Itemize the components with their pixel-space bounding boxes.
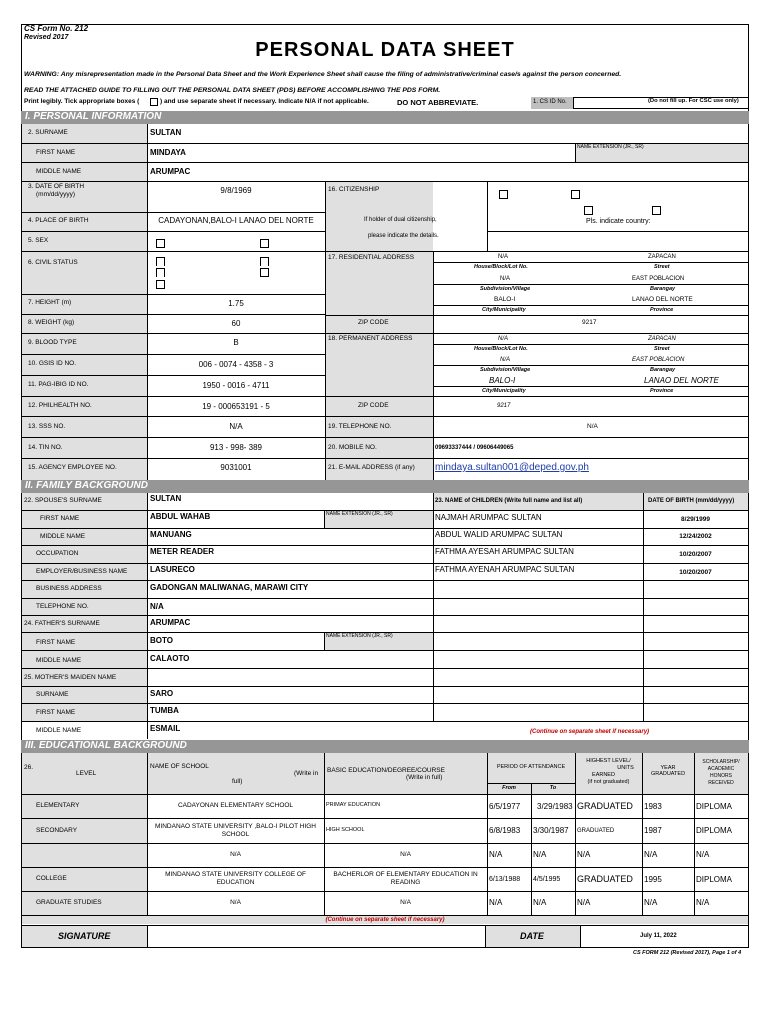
edu-to-vocational[interactable]: N/A [533, 850, 547, 859]
date-label: DATE [520, 931, 544, 941]
edu-num: 26. [24, 764, 34, 771]
spouse-first-value[interactable]: ABDUL WAHAB [150, 512, 211, 521]
res-zip[interactable]: 9217 [582, 319, 597, 326]
edu-from-elementary[interactable]: 6/5/1977 [489, 802, 521, 811]
dob-format: (mm/dd/yyyy) [36, 191, 75, 198]
child-name-3[interactable]: FATHMA AYESAH ARUMPAC SULTAN [435, 547, 574, 556]
agency-value[interactable]: 9031001 [220, 463, 252, 472]
mobile-label: 20. MOBILE NO. [328, 444, 377, 451]
blood-value[interactable]: B [233, 338, 239, 347]
first-name-label: FIRST NAME [36, 149, 76, 156]
edu-school-header-3: full) [232, 778, 243, 785]
spouse-telephone-label: TELEPHONE NO. [36, 603, 89, 610]
edu-year-college[interactable]: 1995 [644, 875, 662, 884]
edu-from-graduate[interactable]: N/A [489, 898, 503, 907]
edu-from-secondary[interactable]: 6/8/1983 [489, 826, 521, 835]
res-subd-label: Subdivision/Village [480, 286, 531, 292]
dob-value[interactable]: 9/8/1969 [220, 186, 252, 195]
res-address-label: 17. RESIDENTIAL ADDRESS [328, 254, 415, 261]
perm-subdivision[interactable]: N/A [500, 357, 511, 363]
edu-period-header: PERIOD OF ATTENDANCE [496, 764, 566, 770]
edu-school-header-1: NAME OF SCHOOL [150, 763, 209, 770]
edu-from-header: From [502, 785, 516, 791]
civil-widowed-checkbox[interactable] [156, 268, 165, 277]
dual-note-1: If holder of dual citizenship, [364, 217, 437, 223]
pob-value[interactable]: CADAYONAN,BALO-I LANAO DEL NORTE [158, 216, 314, 225]
pagibig-value[interactable]: 1950 - 0016 - 4711 [202, 381, 270, 390]
blood-label: 9. BLOOD TYPE [28, 339, 77, 346]
mother-first-value[interactable]: TUMBA [150, 706, 179, 715]
civil-other-checkbox[interactable] [156, 280, 165, 289]
edu-to-elementary[interactable]: 3/29/1983 [537, 802, 573, 811]
name-ext-label: NAME EXTENSION (JR., SR) [577, 144, 644, 150]
perm-brgy-label: Barangay [650, 367, 676, 373]
edu-year-secondary[interactable]: 1987 [644, 826, 662, 835]
perm-barangay[interactable]: EAST POBLACION [632, 357, 685, 363]
civil-single-checkbox[interactable] [156, 257, 165, 266]
sex-male-checkbox[interactable] [156, 239, 165, 248]
philhealth-label: 12. PHILHEALTH NO. [28, 402, 92, 409]
res-barangay[interactable]: EAST POBLACION [632, 276, 685, 282]
telephone-value[interactable]: N/A [587, 423, 598, 430]
spouse-surname-value[interactable]: SULTAN [150, 494, 182, 503]
weight-label: 8. WEIGHT (kg) [28, 319, 75, 326]
pls-indicate-country: Pls. indicate country: [586, 218, 651, 225]
perm-house-label: House/Block/Lot No. [474, 346, 528, 352]
edu-honors-header-1: SCHOLARSHIP/ [702, 759, 740, 765]
res-brgy-label: Barangay [650, 286, 676, 292]
pagibig-label: 11. PAG-IBIG ID NO. [28, 381, 89, 388]
perm-province[interactable]: LANAO DEL NORTE [644, 376, 719, 385]
edu-from-vocational[interactable]: N/A [489, 850, 503, 859]
edu-level-college: COLLEGE [36, 875, 67, 882]
date-value[interactable]: July 11, 2022 [640, 933, 677, 939]
edu-course-secondary[interactable]: HIGH SCHOOL [326, 827, 365, 833]
agency-label: 15. AGENCY EMPLOYEE NO. [28, 464, 117, 471]
edu-honors-header-3: HONORS [710, 773, 732, 779]
occupation-value[interactable]: METER READER [150, 547, 215, 556]
edu-year-header-1: YEAR [660, 765, 676, 771]
res-prov-label: Province [650, 307, 674, 313]
perm-address-label: 18. PERMANENT ADDRESS [328, 335, 413, 342]
civil-status-label: 6. CIVIL STATUS [28, 259, 78, 266]
perm-prov-label: Province [650, 388, 674, 394]
edu-level-secondary: SECONDARY [36, 827, 78, 834]
edu-highest-header-4: (if not graduated) [587, 779, 630, 785]
warning-text: WARNING: Any misrepresentation made in the Personal Data Sheet and the Work Experience Sheet shall cause the filing of administrative/criminal case/s against the person concerned. [24, 71, 622, 78]
edu-highest-header-2: UNITS [617, 765, 634, 771]
edu-course-graduate[interactable]: N/A [400, 899, 411, 906]
section-personal-info: I. PERSONAL INFORMATION [21, 111, 749, 124]
employer-label: EMPLOYER/BUSINESS NAME [36, 568, 128, 575]
edu-course-header-1: BASIC EDUCATION/DEGREE/COURSE [327, 767, 445, 774]
do-not-abbreviate: DO NOT ABBREVIATE. [397, 98, 479, 107]
edu-course-college-2[interactable]: READING [390, 879, 421, 886]
gsis-label: 10. GSIS ID NO. [28, 360, 77, 367]
father-surname-value[interactable]: ARUMPAC [150, 618, 191, 627]
height-value[interactable]: 1.75 [228, 299, 244, 308]
edu-course-header-2: (Write in full) [406, 774, 443, 781]
children-label: 23. NAME of CHILDREN (Write full name and list all) [435, 498, 583, 504]
edu-highest-graduate[interactable]: N/A [577, 898, 591, 907]
edu-year-header-2: GRADUATED [650, 771, 686, 777]
business-address-value[interactable]: GADONGAN MALIWANAG, MARAWI CITY [150, 583, 309, 592]
perm-zip-label: ZIP CODE [358, 402, 389, 409]
edu-honors-elementary[interactable]: DIPLOMA [696, 802, 733, 811]
citizenship-filipino-checkbox[interactable] [499, 190, 508, 199]
form-revised: Revised 2017 [24, 34, 69, 41]
children-dob-label: DATE OF BIRTH (mm/dd/yyyy) [648, 498, 735, 504]
dual-by-naturalization-checkbox[interactable] [652, 206, 661, 215]
edu-to-secondary[interactable]: 3/30/1987 [533, 826, 569, 835]
dob-label: 3. DATE OF BIRTH [28, 183, 85, 190]
edu-to-header: To [549, 785, 557, 791]
edu-course-vocational[interactable]: N/A [400, 851, 411, 858]
guide-text: READ THE ATTACHED GUIDE TO FILLING OUT THE PERSONAL DATA SHEET (PDS) BEFORE ACCOMPLISHING THE PDS FORM. [24, 87, 441, 94]
edu-highest-elementary[interactable]: GRADUATED [577, 801, 633, 811]
edu-continue-note: (Continue on separate sheet if necessary) [325, 917, 445, 923]
edu-school-secondary[interactable]: MINDANAO STATE UNIVERSITY ,BALO-I PILOT HIGH [155, 823, 316, 830]
weight-value[interactable]: 60 [231, 319, 241, 328]
child-dob-1[interactable]: 8/29/1999 [681, 516, 710, 523]
edu-honors-college[interactable]: DIPLOMA [696, 875, 733, 884]
perm-street-label: Street [654, 346, 670, 352]
edu-level-bg [22, 794, 147, 915]
surname-value[interactable]: SULTAN [150, 128, 182, 137]
edu-highest-secondary[interactable]: GRADUATED [577, 828, 615, 834]
edu-year-graduate[interactable]: N/A [644, 898, 658, 907]
edu-highest-college[interactable]: GRADUATED [577, 874, 633, 884]
family-continue-note: (Continue on separate sheet if necessary) [530, 729, 650, 735]
edu-level-header: LEVEL [76, 770, 97, 777]
philhealth-value[interactable]: 19 - 000653191 - 5 [202, 402, 270, 411]
citizenship-label: 16. CITIZENSHIP [328, 186, 380, 193]
edu-honors-vocational[interactable]: N/A [696, 850, 710, 859]
mother-surname-value[interactable]: SARO [150, 689, 174, 698]
section-educational-background: III. EDUCATIONAL BACKGROUND [21, 740, 749, 753]
edu-year-vocational[interactable]: N/A [644, 850, 658, 859]
father-surname-label: 24. FATHER'S SURNAME [24, 620, 100, 627]
father-ext-label: NAME EXTENSION (JR., SR) [326, 633, 393, 639]
edu-course-elementary[interactable]: PRIMAY EDUCATION [326, 802, 381, 808]
edu-year-elementary[interactable]: 1983 [644, 802, 662, 811]
edu-level-graduate: GRADUATE STUDIES [36, 899, 102, 906]
cs-id-label: 1. CS ID No. [533, 99, 567, 105]
edu-to-college[interactable]: 4/5/1995 [533, 876, 561, 883]
child-name-2[interactable]: ABDUL WALID ARUMPAC SULTAN [435, 530, 563, 539]
email-value[interactable]: mindaya.sultan001@deped.gov.ph [435, 462, 589, 473]
middle-name-value[interactable]: ARUMPAC [150, 167, 191, 176]
spouse-middle-value[interactable]: MANUANG [150, 530, 192, 539]
pob-label: 4. PLACE OF BIRTH [28, 217, 89, 224]
mother-first-label: FIRST NAME [36, 709, 76, 716]
child-name-4[interactable]: FATHMA AYENAH ARUMPAC SULTAN [435, 565, 575, 574]
email-label: 21. E-MAIL ADDRESS (if any) [328, 464, 415, 471]
section-family-background: II. FAMILY BACKGROUND [21, 480, 749, 493]
telephone-label: 19. TELEPHONE NO. [328, 423, 392, 430]
edu-school-vocational[interactable]: N/A [230, 851, 241, 858]
edu-school-header-2: (Write in [294, 770, 319, 777]
sex-label: 5. SEX [28, 237, 49, 244]
signature-label: SIGNATURE [58, 931, 111, 941]
res-house-label: House/Block/Lot No. [474, 264, 528, 270]
civil-married-checkbox[interactable] [260, 257, 269, 266]
employer-value[interactable]: LASURECO [150, 565, 195, 574]
form-number: CS Form No. 212 [24, 24, 89, 33]
page-title: PERSONAL DATA SHEET [255, 39, 515, 61]
tin-label: 14. TIN NO. [28, 444, 63, 451]
tin-value[interactable]: 913 - 998- 389 [209, 443, 263, 452]
edu-honors-secondary[interactable]: DIPLOMA [696, 826, 733, 835]
edu-highest-vocational[interactable]: N/A [577, 850, 591, 859]
perm-subd-label: Subdivision/Village [480, 367, 531, 373]
mother-surname-label: SURNAME [36, 691, 69, 698]
sss-value[interactable]: N/A [229, 422, 243, 431]
citizenship-dual-checkbox[interactable] [571, 190, 580, 199]
res-street-label: Street [654, 264, 670, 270]
res-street[interactable]: ZAPACAN [648, 254, 676, 260]
perm-street[interactable]: ZAPACAN [648, 336, 676, 342]
edu-course-college[interactable]: BACHERLOR OF ELEMENTARY EDUCATION IN [333, 871, 478, 878]
page-footer-note: CS FORM 212 (Revised 2017), Page 1 of 4 [633, 950, 742, 956]
res-city[interactable]: BALO-I [494, 296, 516, 303]
edu-honors-header-4: RECEIVED [708, 780, 734, 786]
mother-middle-label: MIDDLE NAME [36, 727, 82, 734]
res-zip-label: ZIP CODE [358, 319, 389, 326]
res-house[interactable]: N/A [498, 254, 509, 260]
sample-checkbox [150, 98, 158, 106]
edu-school-graduate[interactable]: N/A [230, 899, 241, 906]
spouse-middle-label: MIDDLE NAME [40, 533, 86, 540]
edu-highest-header-3: EARNED [592, 772, 615, 778]
father-middle-value[interactable]: CALAOTO [150, 654, 190, 663]
perm-city-label: City/Municipality [482, 388, 526, 394]
child-name-1[interactable]: NAJMAH ARUMPAC SULTAN [435, 513, 542, 522]
gsis-value[interactable]: 006 - 0074 - 4358 - 3 [198, 360, 274, 369]
business-address-label: BUSINESS ADDRESS [36, 585, 102, 592]
print-note-a: Print legibly. Tick appropriate boxes ( [24, 98, 140, 105]
dual-by-birth-checkbox[interactable] [584, 206, 593, 215]
spouse-ext-label: NAME EXTENSION (JR., SR) [326, 511, 393, 517]
edu-honors-header-2: ACADEMIC [707, 766, 735, 772]
civil-separated-checkbox[interactable] [260, 268, 269, 277]
middle-name-label: MIDDLE NAME [36, 168, 82, 175]
child-dob-3[interactable]: 10/20/2007 [679, 551, 712, 558]
edu-school-college-2[interactable]: EDUCATION [216, 879, 255, 886]
occupation-label: OCCUPATION [36, 550, 79, 557]
mother-middle-value[interactable]: ESMAIL [150, 724, 181, 733]
father-first-value[interactable]: BOTO [150, 636, 173, 645]
edu-to-graduate[interactable]: N/A [533, 898, 547, 907]
edu-honors-graduate[interactable]: N/A [696, 898, 710, 907]
res-subdivision[interactable]: N/A [500, 276, 511, 282]
dual-note-2: please indicate the details. [368, 233, 439, 239]
spouse-first-label: FIRST NAME [40, 515, 80, 522]
cs-id-note: (Do not fill up. For CSC use only) [648, 98, 739, 104]
mother-maiden-label: 25. MOTHER'S MAIDEN NAME [24, 674, 117, 681]
child-dob-4[interactable]: 10/20/2007 [679, 569, 712, 576]
spouse-surname-label: 22. SPOUSE'S SURNAME [24, 497, 102, 504]
first-name-value[interactable]: MINDAYA [150, 148, 186, 157]
perm-zip[interactable]: 9217 [497, 403, 511, 409]
father-first-label: FIRST NAME [36, 639, 76, 646]
edu-school-secondary-2[interactable]: SCHOOL [221, 831, 250, 838]
signature-field[interactable] [148, 926, 485, 947]
surname-label: 2. SURNAME [28, 129, 68, 136]
print-note-b: ) and use separate sheet if necessary. Indicate N/A if not applicable. [160, 98, 369, 105]
edu-school-elementary[interactable]: CADAYONAN ELEMENTARY SCHOOL [177, 802, 294, 809]
child-dob-2[interactable]: 12/24/2002 [679, 533, 712, 540]
edu-highest-header-1: HIGHEST LEVEL/ [586, 758, 631, 764]
edu-school-college[interactable]: MINDANAO STATE UNIVERSITY COLLEGE OF [165, 871, 306, 878]
mobile-value[interactable]: 09693337444 / 09606449065 [435, 445, 514, 451]
res-city-label: City/Municipality [482, 307, 526, 313]
father-middle-label: MIDDLE NAME [36, 657, 82, 664]
perm-city[interactable]: BALO-I [489, 376, 516, 385]
sss-label: 13. SSS NO. [28, 423, 66, 430]
spouse-telephone-value[interactable]: N/A [150, 602, 164, 611]
edu-level-elementary: ELEMENTARY [36, 802, 80, 809]
height-label: 7. HEIGHT (m) [28, 299, 72, 306]
sex-female-checkbox[interactable] [260, 239, 269, 248]
edu-from-college[interactable]: 6/13/1988 [489, 876, 521, 883]
label-column-bg-2 [325, 181, 433, 480]
perm-house[interactable]: N/A [498, 336, 509, 342]
res-province[interactable]: LANAO DEL NORTE [632, 296, 693, 303]
